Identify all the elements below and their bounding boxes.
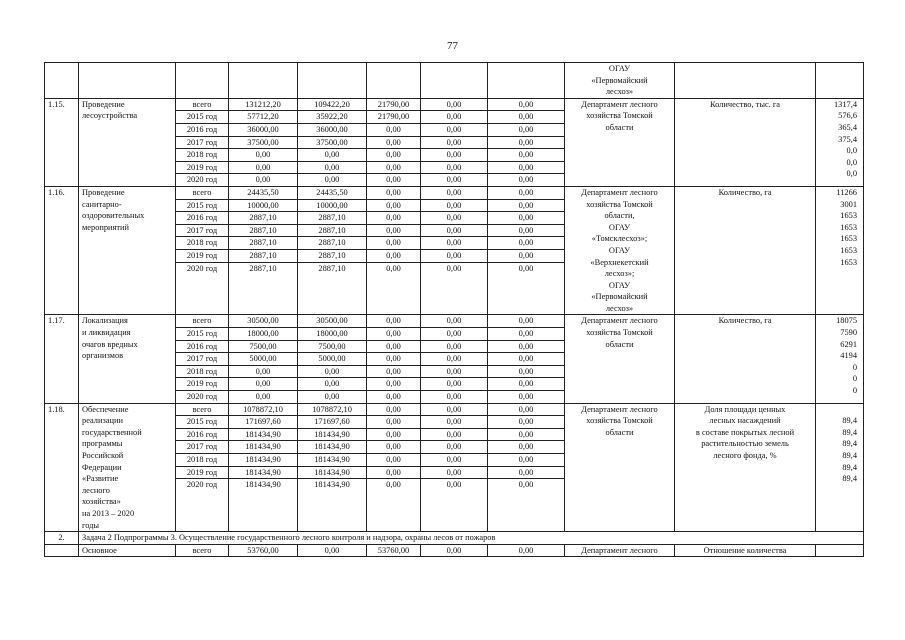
regional-budget: 21790,00 21790,00 0,00 0,00 0,00 0,00 0,00 xyxy=(367,98,421,186)
total-financing: 53760,00 xyxy=(229,544,298,557)
table-row xyxy=(45,98,864,186)
table-row xyxy=(45,186,864,315)
executor-cell: Департамент лесного хозяйства Томской области xyxy=(565,403,675,532)
table-row xyxy=(45,403,864,532)
extra-budget: 0,00 0,00 0,00 0,00 0,00 0,00 0,00 xyxy=(488,186,565,315)
activity-name: Основное xyxy=(79,544,176,557)
activity-name: Проведение лесоустройства xyxy=(79,98,176,186)
year-list: всего 2015 год 2016 год 2017 год 2018 год 2019 год 2020 год xyxy=(176,315,229,403)
local-budget: 0,00 0,00 0,00 0,00 0,00 0,00 0,00 xyxy=(421,186,488,315)
task-title: Задача 2 Подпрограммы 3. Осуществление государственного лесного контроля и надзора, охраны лесов от пожаров xyxy=(79,532,864,545)
executor-cell: Департамент лесного xyxy=(565,544,675,557)
indicator-name: Количество, га xyxy=(675,186,816,315)
federal-budget: 109422,20 35922,20 36000,00 37500,00 0,00 0,00 0,00 xyxy=(298,98,367,186)
indicator-name: Количество, га xyxy=(675,315,816,403)
executor-cell: Департамент лесного хозяйства Томской области, ОГАУ «Томсклесхоз»; ОГАУ «Верхнекетский лесхоз»; ОГАУ «Первомайский лесхоз» xyxy=(565,186,675,315)
table-row-continued xyxy=(45,63,864,99)
federal-budget: 24435,50 10000,00 2887,10 2887,10 2887,10 2887,10 2887,10 xyxy=(298,186,367,315)
indicator-values: 11266 3001 1653 1653 1653 1653 1653 xyxy=(816,186,864,315)
program-table xyxy=(44,62,864,557)
regional-budget: 0,00 0,00 0,00 0,00 0,00 0,00 0,00 xyxy=(367,403,421,532)
row-number: 1.16. xyxy=(45,186,79,315)
page-number: 77 xyxy=(447,40,458,52)
indicator-values xyxy=(816,544,864,557)
indicator-name: Доля площади ценных лесных насаждений в составе покрытых лесной растительностью земель лесного фонда, % xyxy=(675,403,816,532)
year-list: всего 2015 год 2016 год 2017 год 2018 год 2019 год 2020 год xyxy=(176,186,229,315)
regional-budget: 0,00 0,00 0,00 0,00 0,00 0,00 0,00 xyxy=(367,186,421,315)
activity-name: Локализация и ликвидация очагов вредных организмов xyxy=(79,315,176,403)
year-list: всего 2015 год 2016 год 2017 год 2018 год 2019 год 2020 год xyxy=(176,98,229,186)
federal-budget: 1078872,10 171697,60 181434,90 181434,90 181434,90 181434,90 181434,90 xyxy=(298,403,367,532)
local-budget: 0,00 0,00 0,00 0,00 0,00 0,00 0,00 xyxy=(421,403,488,532)
row-number: 1.15. xyxy=(45,98,79,186)
activity-name: Проведение санитарно- оздоровительных мероприятий xyxy=(79,186,176,315)
regional-budget: 0,00 0,00 0,00 0,00 0,00 0,00 0,00 xyxy=(367,315,421,403)
indicator-values: 89,4 89,4 89,4 89,4 89,4 89,4 xyxy=(816,403,864,532)
total-financing: 1078872,10 171697,60 181434,90 181434,90 181434,90 181434,90 181434,90 xyxy=(229,403,298,532)
extra-budget: 0,00 0,00 0,00 0,00 0,00 0,00 0,00 xyxy=(488,403,565,532)
extra-budget: 0,00 xyxy=(488,544,565,557)
executor-cell: Департамент лесного хозяйства Томской области xyxy=(565,98,675,186)
year-list: всего 2015 год 2016 год 2017 год 2018 год 2019 год 2020 год xyxy=(176,403,229,532)
federal-budget: 0,00 xyxy=(298,544,367,557)
total-financing: 30500,00 18000,00 7500,00 5000,00 0,00 0,00 0,00 xyxy=(229,315,298,403)
activity-name: Обеспечение реализации государственной программы Российской Федерации «Развитие лесного хозяйства» на 2013 – 2020 годы xyxy=(79,403,176,532)
row-number: 1.17. xyxy=(45,315,79,403)
total-financing: 24435,50 10000,00 2887,10 2887,10 2887,10 2887,10 2887,10 xyxy=(229,186,298,315)
local-budget: 0,00 xyxy=(421,544,488,557)
task-row xyxy=(45,532,864,545)
total-financing: 131212,20 57712,20 36000,00 37500,00 0,00 0,00 0,00 xyxy=(229,98,298,186)
executor-cell: ОГАУ «Первомайский лесхоз» xyxy=(565,63,675,99)
indicator-values: 1317,4 576,6 365,4 375,4 0,0 0,0 0,0 xyxy=(816,98,864,186)
table-body xyxy=(45,63,864,557)
extra-budget: 0,00 0,00 0,00 0,00 0,00 0,00 0,00 xyxy=(488,315,565,403)
row-number: 1.18. xyxy=(45,403,79,532)
indicator-name: Отношение количества xyxy=(675,544,816,557)
table-row xyxy=(45,544,864,557)
local-budget: 0,00 0,00 0,00 0,00 0,00 0,00 0,00 xyxy=(421,315,488,403)
regional-budget: 53760,00 xyxy=(367,544,421,557)
indicator-name: Количество, тыс. га xyxy=(675,98,816,186)
executor-cell: Департамент лесного хозяйства Томской области xyxy=(565,315,675,403)
task-number: 2. xyxy=(45,532,79,545)
row-number xyxy=(45,544,79,557)
extra-budget: 0,00 0,00 0,00 0,00 0,00 0,00 0,00 xyxy=(488,98,565,186)
table-row xyxy=(45,315,864,403)
federal-budget: 30500,00 18000,00 7500,00 5000,00 0,00 0,00 0,00 xyxy=(298,315,367,403)
local-budget: 0,00 0,00 0,00 0,00 0,00 0,00 0,00 xyxy=(421,98,488,186)
year-label: всего xyxy=(176,544,229,557)
indicator-values: 18075 7590 6291 4194 0 0 0 xyxy=(816,315,864,403)
